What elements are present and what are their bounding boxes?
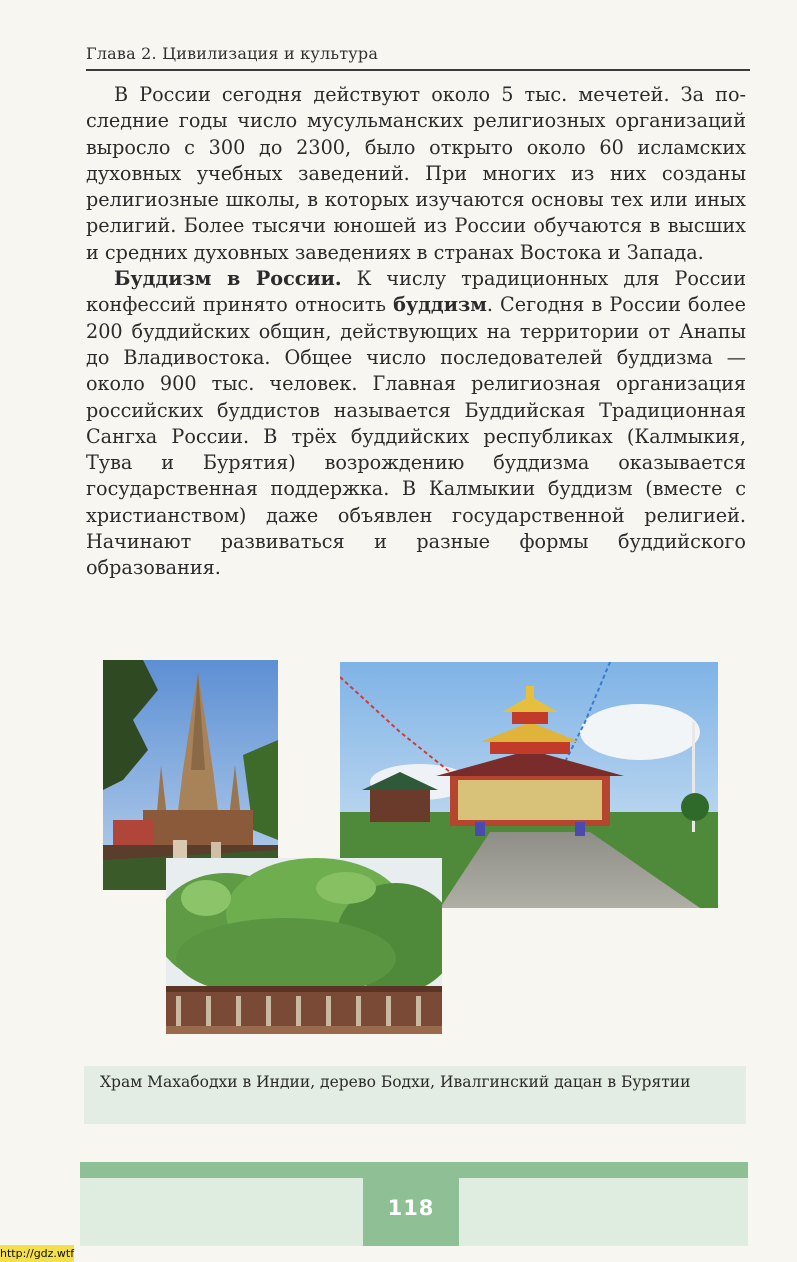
paragraph-text-part1: К числу традиционных для России конфессий принято относить bbox=[86, 267, 746, 317]
body-text bbox=[86, 82, 746, 582]
footer-band bbox=[80, 1162, 748, 1178]
paragraph-mosques: В России сегодня действуют около 5 тыс. мечетей. За последние годы число мусульманских религиозных организаций выросло с 300 до 2300, было открыто около 60 исламских духовных учебных заведений. При многих из них созданы религиозные школы, в которых изучаются основы тех или иных религий. Более тысячи юношей из России обучаются в высших и средних духовных заведениях в странах Востока и Запада. bbox=[86, 83, 746, 264]
paragraph-text-part2: . Сегодня в России более 200 буддийских общин, действующих на территории от Анапы до Владивостока. Общее число последователей буддизма — около 900 тыс. человек. Главная религиозная организация российских буддистов называется Буддийская Традиционная Сангха России. В трёх буддийских республиках (Калмыкия, Тува и Бурятия) возрождению буддизма оказывается государственная поддержка. В Калмыкии буддизм (вместе с христианством) даже объявлен государственной религией. Начинают развиваться и разные формы буддийского образования. bbox=[86, 293, 746, 580]
header-divider bbox=[86, 69, 750, 71]
term-buddhism: буддизм bbox=[393, 293, 487, 317]
photo-mahabodhi-temple bbox=[103, 660, 278, 890]
figure-caption: Храм Махабодхи в Индии, дерево Бодхи, Ивалгинский дацан в Бурятии bbox=[100, 1073, 691, 1091]
chapter-title: Глава 2. Цивилизация и культура bbox=[86, 44, 379, 63]
footer-panel-left bbox=[80, 1178, 363, 1246]
page-number: 118 bbox=[387, 1196, 435, 1220]
footer-panel-right bbox=[459, 1178, 748, 1246]
paragraph-buddhism bbox=[86, 266, 746, 582]
watermark-link[interactable]: http://gdz.wtf bbox=[0, 1247, 75, 1260]
section-heading-buddhism: Буддизм в России. bbox=[114, 267, 342, 291]
photo-bodhi-tree bbox=[166, 858, 442, 1034]
